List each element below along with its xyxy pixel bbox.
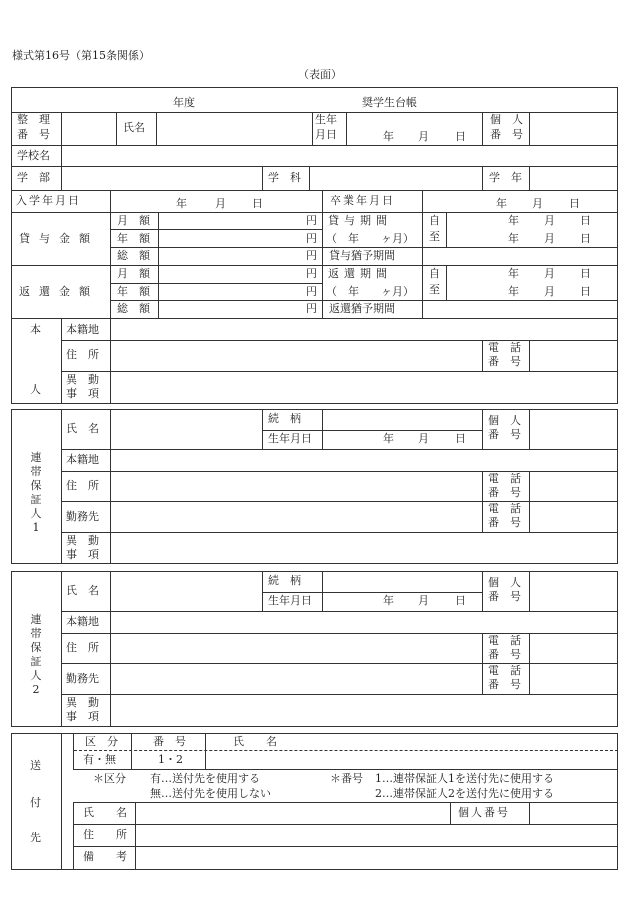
send-bango-value: 1・2 bbox=[158, 753, 183, 766]
guarantor-1-kojin-2: 番 号 bbox=[488, 428, 521, 441]
guarantor-1-name-label: 氏 名 bbox=[66, 422, 99, 435]
person-tel-label-2: 番 号 bbox=[488, 355, 521, 368]
birth-label-1: 生年 bbox=[315, 113, 337, 126]
guarantor-1-tel-1a: 電 話 bbox=[488, 472, 521, 485]
fiscal-year-label: 年度 bbox=[173, 96, 195, 109]
repay-to-year: 年 bbox=[508, 285, 519, 298]
person-change-label-1: 異 動 bbox=[66, 373, 99, 386]
send-name-label: 氏 名 bbox=[83, 806, 127, 819]
send-label-2: 付 bbox=[30, 796, 41, 809]
person-label-top: 本 bbox=[30, 323, 41, 336]
person-address-label: 住 所 bbox=[66, 348, 99, 361]
guarantor-2-relation-label: 続 柄 bbox=[268, 574, 301, 587]
person-honseki-label: 本籍地 bbox=[66, 323, 99, 336]
note-bango-2: 2…連帯保証人2を送付先に使用する bbox=[375, 787, 554, 800]
repay-period-label: 返還期間 bbox=[328, 267, 392, 280]
guarantor-1-birth-label: 生年月日 bbox=[268, 432, 312, 445]
repay-deferral-label: 返還猶予期間 bbox=[329, 302, 395, 315]
send-remarks-label: 備 考 bbox=[83, 850, 127, 863]
person-label-bottom: 人 bbox=[30, 383, 41, 396]
note-bango-label: ＊番号 bbox=[330, 772, 363, 785]
repay-to-label: 至 bbox=[429, 283, 440, 296]
send-label-1: 送 bbox=[30, 759, 41, 772]
repay-from-year: 年 bbox=[508, 267, 519, 280]
repay-monthly-yen: 円 bbox=[306, 267, 317, 280]
birth-year-unit: 年 bbox=[383, 130, 394, 143]
guarantor-2-birth-year: 年 bbox=[383, 594, 394, 607]
guarantor-1-work-label: 勤務先 bbox=[66, 510, 99, 523]
guarantor-2-tel-1a: 電 話 bbox=[488, 634, 521, 647]
repay-period-duration: （ 年 ヶ月） bbox=[326, 285, 414, 298]
enroll-day-unit: 日 bbox=[252, 197, 263, 210]
repay-amount-label: 返還金額 bbox=[19, 285, 99, 298]
repay-to-day: 日 bbox=[580, 285, 591, 298]
guarantor-1-kojin-1: 個 人 bbox=[488, 414, 521, 427]
birth-day-unit: 日 bbox=[455, 130, 466, 143]
guarantor-1-tel-1b: 番 号 bbox=[488, 486, 521, 499]
loan-amount-label: 貸与金額 bbox=[19, 232, 99, 245]
form-number-label: 様式第16号（第15条関係） bbox=[12, 49, 150, 62]
ledger-title: 奨学生台帳 bbox=[362, 96, 417, 109]
grad-month-unit: 月 bbox=[532, 197, 543, 210]
send-label-3: 先 bbox=[30, 831, 41, 844]
send-bango-header: 番 号 bbox=[153, 735, 186, 748]
loan-total-yen: 円 bbox=[306, 249, 317, 262]
name-label: 氏名 bbox=[123, 121, 145, 134]
page-side-label: （表面） bbox=[298, 68, 342, 81]
loan-total-label: 総 額 bbox=[117, 249, 150, 262]
note-kubun-1: 有…送付先を使用する bbox=[150, 772, 260, 785]
guarantor-2-change-2: 事 項 bbox=[66, 710, 99, 723]
guarantor-1-address-label: 住 所 bbox=[66, 479, 99, 492]
repay-total-yen: 円 bbox=[306, 302, 317, 315]
guarantor-1-tel-2b: 番 号 bbox=[488, 516, 521, 529]
guarantor-2-tel-1b: 番 号 bbox=[488, 648, 521, 661]
repay-monthly-label: 月 額 bbox=[117, 267, 150, 280]
enroll-month-unit: 月 bbox=[215, 197, 226, 210]
loan-period-label: 貸与期間 bbox=[328, 214, 392, 227]
guarantor-1-change-2: 事 項 bbox=[66, 548, 99, 561]
loan-to-day: 日 bbox=[580, 232, 591, 245]
guarantor-1-birth-year: 年 bbox=[383, 432, 394, 445]
note-kubun-2: 無…送付先を使用しない bbox=[150, 787, 271, 800]
loan-from-day: 日 bbox=[580, 214, 591, 227]
guarantor-1-relation-label: 続 柄 bbox=[268, 412, 301, 425]
send-detail-table bbox=[73, 802, 618, 870]
send-kubun-header: 区 分 bbox=[85, 735, 118, 748]
repay-yearly-yen: 円 bbox=[306, 285, 317, 298]
seiri-label-2: 番 号 bbox=[17, 128, 50, 141]
person-tel-label-1: 電 話 bbox=[488, 341, 521, 354]
guarantor-2-tel-2a: 電 話 bbox=[488, 664, 521, 677]
loan-yearly-yen: 円 bbox=[306, 232, 317, 245]
repay-to-month: 月 bbox=[544, 285, 555, 298]
repay-total-label: 総 額 bbox=[117, 302, 150, 315]
guarantor-2-birth-day: 日 bbox=[455, 594, 466, 607]
loan-period-duration: （ 年 ヶ月） bbox=[326, 232, 414, 245]
enroll-year-unit: 年 bbox=[176, 197, 187, 210]
send-address-label: 住 所 bbox=[83, 828, 127, 841]
faculty-label: 学 部 bbox=[17, 171, 50, 184]
guarantor-2-kojin-1: 個 人 bbox=[488, 576, 521, 589]
person-change-label-2: 事 項 bbox=[66, 387, 99, 400]
guarantor-2-table bbox=[11, 571, 618, 727]
guarantor-1-birth-month: 月 bbox=[418, 432, 429, 445]
person-table bbox=[11, 318, 618, 404]
repay-yearly-label: 年 額 bbox=[117, 285, 150, 298]
guarantor-2-birth-month: 月 bbox=[418, 594, 429, 607]
guarantor-2-work-label: 勤務先 bbox=[66, 672, 99, 685]
guarantor-1-birth-day: 日 bbox=[455, 432, 466, 445]
enrollment-date-label: 入学年月日 bbox=[16, 194, 81, 207]
grade-label: 学 年 bbox=[489, 171, 522, 184]
graduation-date-label: 卒業年月日 bbox=[330, 194, 395, 207]
guarantor-1-table bbox=[11, 409, 618, 564]
guarantor-2-honseki-label: 本籍地 bbox=[66, 615, 99, 628]
loan-deferral-label: 貸与猶予期間 bbox=[329, 249, 395, 262]
guarantor-1-tel-2a: 電 話 bbox=[488, 502, 521, 515]
send-kojin-label: 個人番号 bbox=[458, 806, 510, 819]
school-name-label: 学校名 bbox=[17, 149, 50, 162]
repay-from-month: 月 bbox=[544, 267, 555, 280]
guarantor-2-label: 連帯保証人2 bbox=[30, 613, 42, 696]
guarantor-1-change-1: 異 動 bbox=[66, 534, 99, 547]
guarantor-2-name-label: 氏 名 bbox=[66, 584, 99, 597]
loan-monthly-label: 月 額 bbox=[117, 214, 150, 227]
loan-monthly-yen: 円 bbox=[306, 214, 317, 227]
loan-to-year: 年 bbox=[508, 232, 519, 245]
loan-to-label: 至 bbox=[429, 230, 440, 243]
guarantor-1-label: 連帯保証人1 bbox=[30, 451, 42, 534]
guarantor-2-address-label: 住 所 bbox=[66, 641, 99, 654]
loan-yearly-label: 年 額 bbox=[117, 232, 150, 245]
repay-from-label: 自 bbox=[429, 267, 440, 280]
guarantor-2-kojin-2: 番 号 bbox=[488, 590, 521, 603]
department-label: 学 科 bbox=[268, 171, 301, 184]
birth-month-unit: 月 bbox=[418, 130, 429, 143]
grad-year-unit: 年 bbox=[496, 197, 507, 210]
grad-day-unit: 日 bbox=[569, 197, 580, 210]
loan-to-month: 月 bbox=[544, 232, 555, 245]
seiri-label-1: 整 理 bbox=[17, 113, 50, 126]
note-kubun-label: ＊区分 bbox=[93, 772, 126, 785]
personal-number-label-2: 番 号 bbox=[490, 128, 523, 141]
guarantor-2-tel-2b: 番 号 bbox=[488, 678, 521, 691]
birth-label-2: 月日 bbox=[315, 128, 337, 141]
repay-from-day: 日 bbox=[580, 267, 591, 280]
guarantor-1-honseki-label: 本籍地 bbox=[66, 453, 99, 466]
guarantor-2-birth-label: 生年月日 bbox=[268, 594, 312, 607]
loan-from-month: 月 bbox=[544, 214, 555, 227]
personal-number-label-1: 個 人 bbox=[490, 113, 523, 126]
note-bango-1: 1…連帯保証人1を送付先に使用する bbox=[375, 772, 554, 785]
guarantor-2-change-1: 異 動 bbox=[66, 696, 99, 709]
send-shimei-header: 氏 名 bbox=[233, 735, 277, 748]
loan-from-year: 年 bbox=[508, 214, 519, 227]
loan-from-label: 自 bbox=[429, 214, 440, 227]
send-kubun-value: 有・無 bbox=[83, 753, 116, 766]
